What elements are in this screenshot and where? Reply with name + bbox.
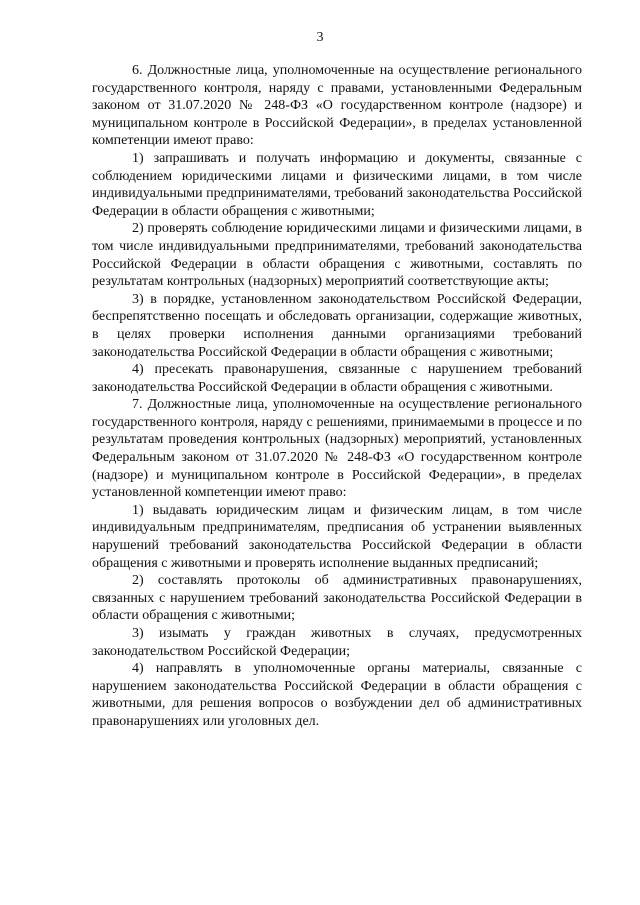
paragraph-7-item-4: 4) направлять в уполномоченные органы материалы, связанные с нарушением законодательства Российской Федерации в области обращения с животными, для решения вопросов о возбуждении дел об административных правонарушениях или уголовных дел. bbox=[92, 661, 582, 729]
paragraph-7: 7. Должностные лица, уполномоченные на осуществление регионального государственного контроля, наряду с решениями, принимаемыми в процессе и по результатам проведения контрольных (надзорных) мероприятий, установленных Федеральным законом от 31.07.2020 № 248-ФЗ «О государственном контроле (надзоре) и муниципальном контроле в Российской Федерации», в пределах установленной компетенции имеют право: bbox=[92, 397, 582, 501]
page-number: 3 bbox=[316, 30, 324, 45]
paragraph-6: 6. Должностные лица, уполномоченные на осуществление регионального государственного контроля, наряду с правами, установленными Федеральным законом от 31.07.2020 № 248-ФЗ «О государственном контроле (надзоре) и муниципальном контроле в Российской Федерации», в пределах установленной компетенции имеют право: bbox=[92, 63, 582, 149]
document-body bbox=[92, 62, 582, 731]
paragraph-6-item-1: 1) запрашивать и получать информацию и документы, связанные с соблюдением юридическими лицами и физическими лицами, в том числе индивидуальными предпринимателями, требований законодательства Российской Федерации в области обращения с животными; bbox=[92, 150, 582, 219]
paragraph-6-item-4: 4) пресекать правонарушения, связанные с нарушением требований законодательства Российской Федерации в области обращения с животными. bbox=[92, 362, 582, 395]
paragraph-7-item-3: 3) изымать у граждан животных в случаях, предусмотренных законодательством Российской Федерации; bbox=[92, 626, 582, 659]
paragraph-6-item-3: 3) в порядке, установленном законодательством Российской Федерации, беспрепятственно посещать и обследовать организации, содержащие животных, в целях проверки исполнения данными организациями требований законодательства Российской Федерации в области обращения с животными; bbox=[92, 291, 582, 360]
paragraph-7-item-2: 2) составлять протоколы об административных правонарушениях, связанных с нарушением требований законодательства Российской Федерации в области обращения с животными; bbox=[92, 573, 582, 624]
paragraph-6-item-2: 2) проверять соблюдение юридическими лицами и физическими лицами, в том числе индивидуальными предпринимателями, требований законодательства Российской Федерации в области обращения с животными, составлять по результатам контрольных (надзорных) мероприятий соответствующие акты; bbox=[92, 221, 582, 290]
paragraph-7-item-1: 1) выдавать юридическим лицам и физическим лицам, в том числе индивидуальным предпринимателям, предписания об устранении выявленных нарушений требований законодательства Российской Федерации в области обращения с животными и проверять исполнение выданных предписаний; bbox=[92, 502, 582, 571]
